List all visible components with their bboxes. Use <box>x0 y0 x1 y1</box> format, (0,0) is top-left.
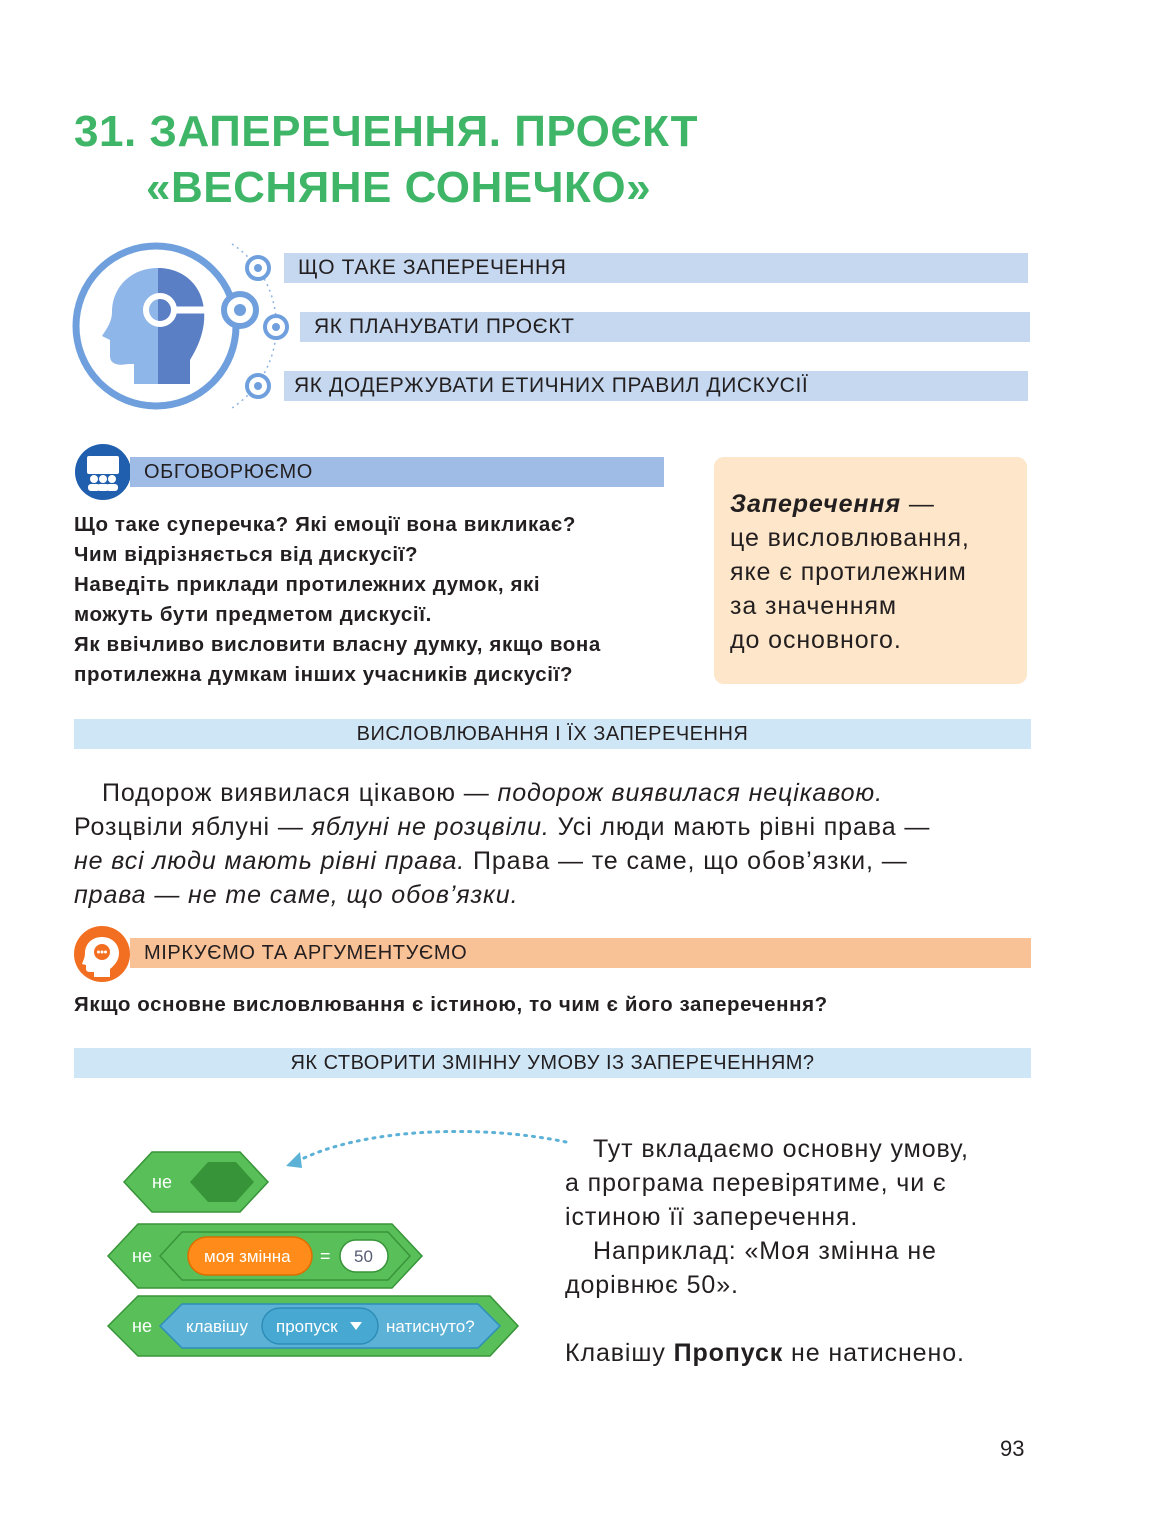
not-key-pressed-block[interactable] <box>108 1296 518 1356</box>
discuss-line: Наведіть приклади протилежних думок, які <box>74 573 541 596</box>
definition-line: яке є протилежним <box>730 558 967 586</box>
topic-label-3: ЯК ДОДЕРЖУВАТИ ЕТИЧНИХ ПРАВИЛ ДИСКУСІЇ <box>294 374 809 397</box>
key-label: клавішу <box>186 1317 248 1336</box>
negation-examples <box>74 776 1034 912</box>
definition-line: за значенням <box>730 592 898 620</box>
topic-label-1: ЩО ТАКЕ ЗАПЕРЕЧЕННЯ <box>298 256 567 279</box>
not-label: не <box>132 1316 152 1336</box>
page-number: 93 <box>1000 1436 1025 1461</box>
definition-line: це висловлювання, <box>730 524 970 552</box>
topic-bar-1 <box>284 253 1028 283</box>
explanation-text-part: не натиснено. <box>783 1339 965 1367</box>
explanation-text <box>565 1132 1027 1370</box>
example-text: Усі люди мають рівні права — <box>549 813 931 841</box>
discuss-heading-bar <box>130 457 664 487</box>
definition-term: Заперечення <box>730 490 901 518</box>
definition-dash: — <box>901 490 935 518</box>
explanation-line: Наприклад: «Моя змінна не <box>593 1237 937 1265</box>
example-text: Подорож виявилася цікавою — <box>102 779 498 807</box>
argue-heading: МІРКУЄМО ТА АРГУМЕНТУЄМО <box>144 942 468 964</box>
topic-label-2: ЯК ПЛАНУВАТИ ПРОЄКТ <box>314 315 575 338</box>
thinking-head-icon <box>73 925 131 983</box>
dotted-arrow <box>296 1131 566 1162</box>
explanation-line: істиною її заперечення. <box>565 1203 859 1231</box>
discuss-line: Що таке суперечка? Які емоції вона викликає? <box>74 513 576 536</box>
discuss-line: можуть бути предметом дискусії. <box>74 603 432 626</box>
scratch-blocks-illustration <box>100 1120 570 1370</box>
example-negation: не всі люди мають рівні права. <box>74 847 466 875</box>
equals-label: = <box>320 1246 331 1266</box>
not-equals-block[interactable] <box>108 1224 422 1288</box>
variable-label: моя змінна <box>204 1247 291 1266</box>
explanation-line: Тут вкладаємо основну умову, <box>593 1135 969 1163</box>
key-dropdown-label: пропуск <box>276 1317 338 1336</box>
argue-heading-bar <box>130 938 1031 968</box>
explanation-line <box>565 1336 1027 1370</box>
section-heading-bar <box>74 719 1031 749</box>
page-title <box>74 104 698 216</box>
discuss-heading: ОБГОВОРЮЄМО <box>144 461 313 483</box>
not-block[interactable] <box>124 1152 268 1212</box>
discuss-line: протилежна думкам інших учасників дискусії? <box>74 663 574 686</box>
argue-question: Якщо основне висловлювання є істиною, то чим є його заперечення? <box>74 993 828 1016</box>
explanation-text-part: Клавішу <box>565 1339 674 1367</box>
discussion-icon <box>74 443 132 501</box>
title-line-1: 31. ЗАПЕРЕЧЕННЯ. ПРОЄКТ <box>74 107 698 156</box>
discuss-line: Чим відрізняється від дискусії? <box>74 543 419 566</box>
not-label: не <box>152 1172 172 1192</box>
pressed-label: натиснуто? <box>386 1317 475 1336</box>
arrow-head-icon <box>286 1152 302 1168</box>
value-label: 50 <box>354 1247 373 1266</box>
section-heading-2: ЯК СТВОРИТИ ЗМІННУ УМОВУ ІЗ ЗАПЕРЕЧЕННЯМ? <box>290 1052 815 1074</box>
explanation-line: дорівнює 50». <box>565 1271 739 1299</box>
example-negation: права — не те саме, що обов’язки. <box>74 881 519 909</box>
example-negation: подорож виявилася нецікавою. <box>497 779 883 807</box>
topic-bar-3 <box>284 371 1028 401</box>
section-heading-bar-2 <box>74 1048 1031 1078</box>
title-line-2: «ВЕСНЯНЕ СОНЕЧКО» <box>146 163 652 212</box>
explanation-line: а програма перевірятиме, чи є <box>565 1169 947 1197</box>
explanation-key-name: Пропуск <box>673 1339 784 1367</box>
topic-bar-2 <box>300 312 1030 342</box>
definition-box <box>714 457 1027 684</box>
example-text: Розцвіли яблуні — <box>74 813 312 841</box>
not-label: не <box>132 1246 152 1266</box>
section-heading: ВИСЛОВЛЮВАННЯ І ЇХ ЗАПЕРЕЧЕННЯ <box>356 723 749 745</box>
example-text: Права — те саме, що обов’язки, — <box>465 847 908 875</box>
discuss-line: Як ввічливо висловити власну думку, якщо вона <box>74 633 601 656</box>
example-negation: яблуні не розцвіли. <box>311 813 550 841</box>
discuss-questions <box>74 510 704 690</box>
definition-line: до основного. <box>730 626 902 654</box>
